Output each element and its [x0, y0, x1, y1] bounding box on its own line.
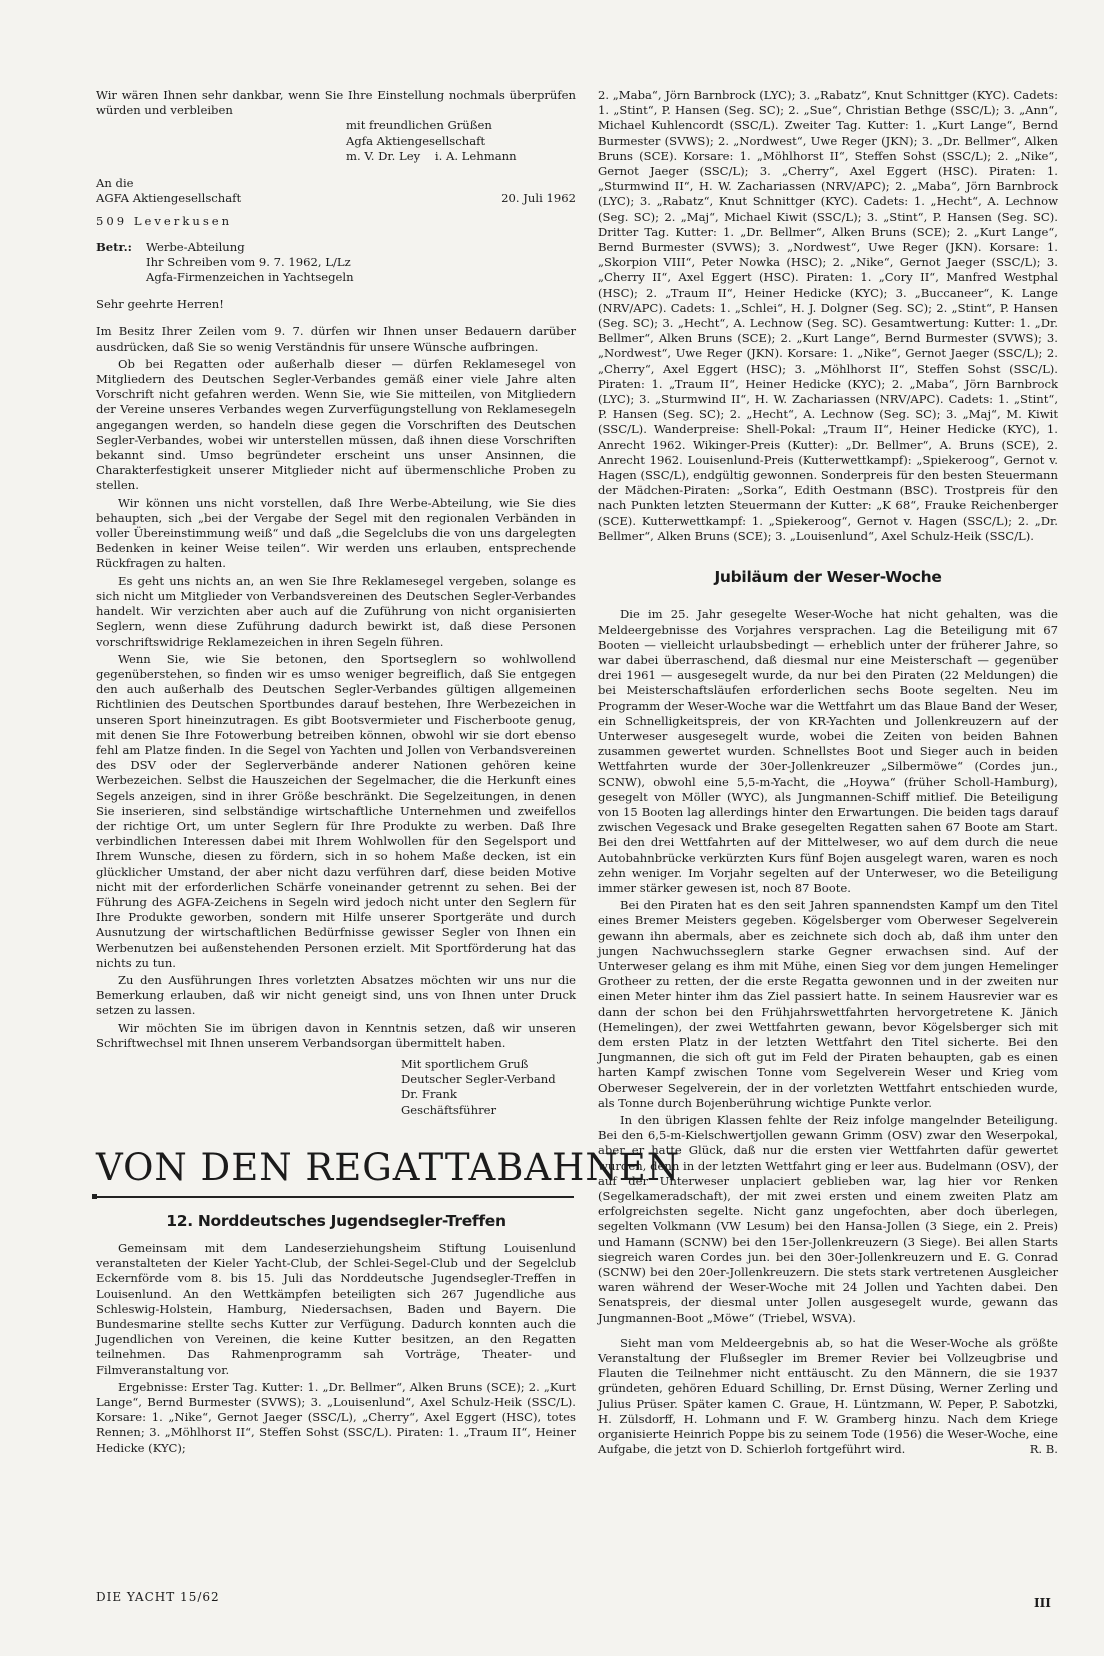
address-line: AGFA Aktiengesellschaft [96, 191, 242, 206]
article2-paragraph: Die im 25. Jahr gesegelte Weser-Woche hat nicht gehalten, was die Meldeergebnisse des Vorjahres versprachen. Lag die Beteiligung mit 67 Booten — vielleicht urlaubsbedingt — erheblich unter der früherer Jahre, so war dabei überraschend, daß diesmal nur eine Meisterschaft — gegenüber drei 1961 — ausgesegelt wurde, da nur bei den Piraten (22 Meldungen) die bei Meisterschaftsläufen erforderlichen sechs Boote segelten. Neu im Programm der Weser-Woche war die Wettfahrt um das Blaue Band der Weser, ein Schnelligkeitspreis, der von KR-Yachten und Jollenkreuzern auf der Unterweser ausgesegelt wurde, wobei die Zeiten von beiden Bahnen zusammen gewertet wurden. Schnellstes Boot und Sieger auch in beiden Wettfahrten wurde der 30er-Jollenkreuzer „Silbermöwe“ (Cordes jun., SCNW), obwohl eine 5,5-m-Yacht, die „Hoywa“ (früher Scholl-Hamburg), gesegelt von Möller (WYC), als Jungmannen-Schiff mitlief. Die Beteiligung von 15 Booten lag allerdings hinter den Erwartungen. Die beiden tags darauf zwischen Vegesack und Brake gesegelten Regatten sahen 67 Boote am Start. Bei den drei Wettfahrten auf der Mittelweser, wo auf dem durch die neue Autobahnbrücke verkürzten Kurs fünf Bojen ausgelegt waren, waren es noch zehn weniger. Im Vorjahr segelten auf der Unterweser, wo die Beteiligung immer stärker gewesen ist, noch 87 Boote. [598, 607, 1058, 895]
subject-line: Werbe-Abteilung [146, 239, 245, 254]
section-title: VON DEN REGATTABAHNEN [96, 1145, 681, 1189]
signature-line: Agfa Aktiengesellschaft [346, 133, 486, 148]
signature-line: Geschäftsführer [401, 1102, 497, 1117]
subject-label: Betr.: [96, 239, 132, 254]
signature-line: m. V. Dr. Ley i. A. Lehmann [346, 148, 517, 163]
magazine-footer: DIE YACHT 15/62 [96, 1590, 220, 1604]
letter-paragraph: Ob bei Regatten oder außerhalb dieser — dürfen Reklamesegel von Mitgliedern des Deutschen Segler-Verbandes gemäß einer viele Jahre alten Vorschrift nicht gefahren werden. Wenn Sie, wie Sie mitteilen, von Mitgliedern der Vereine unseres Verbandes wegen Zurverfügungstellung von Reklamesegeln angegangen werden, so handeln diese gegen die Vorschriften des Deutschen Segler-Verbandes, wobei wir unterstellen müssen, daß ihnen diese Vorschriften bekannt sind. Umso begründeter erscheint uns unser Ansinnen, die Charakterfestigkeit unserer Mitglieder nicht auf übermenschliche Proben zu stellen. [96, 356, 576, 493]
letter-paragraph: Wir können uns nicht vorstellen, daß Ihre Werbe-Abteilung, wie Sie dies behaupten, sich „bei der Vergabe der Segel mit den regionalen Verbänden in voller Übereinstimmung weiß“ und daß „die Segelclubs die von uns dargelegten Bedenken in keiner Weise teilen“. Wir werden uns erlauben, entsprechende Rückfragen zu halten. [96, 495, 576, 571]
letter-paragraph: Zu den Ausführungen Ihres vorletzten Absatzes möchten wir uns nur die Bemerkung erlauben, daß wir nicht geneigt sind, uns von Ihnen unter Druck setzen zu lassen. [96, 972, 576, 1018]
letter2-subject [96, 240, 576, 286]
signature-line: mit freundlichen Grüßen [346, 118, 492, 133]
signature-line: Mit sportlichem Gruß [401, 1056, 529, 1071]
letter1-signature [346, 118, 576, 164]
subject-line: Agfa-Firmenzeichen in Yachtsegeln [146, 270, 354, 285]
letter1-closing: Wir wären Ihnen sehr dankbar, wenn Sie Ihre Einstellung nochmals überprüfen würden und verbleiben [96, 88, 576, 118]
article1-title: 12. Norddeutsches Jugendsegler-Treffen [166, 1211, 506, 1230]
article1-results-continued: 2. „Maba“, Jörn Barnbrock (LYC); 3. „Rabatz“, Knut Schnittger (KYC). Cadets: 1. „Stint“, P. Hansen (Seg. SC); 2. „Sue“, Christian Bethge (SSC/L); 3. „Ann“, Michael Kuhlencordt (SSC/L). Zweiter Tag. Kutter: 1. „Kurt Lange“, Bernd Burmester (SVWS); 2. „Nordwest“, Uwe Reger (JKN); 3. „Dr. Bellmer“, Alken Bruns (SCE). Korsare: 1. „Möhlhorst II“, Steffen Sohst (SSC/L); 2. „Nike“, Gernot Jaeger (SSC/L); 3. „Cherry“, Axel Eggert (HSC). Piraten: 1. „Sturmwind II“, H. W. Zachariassen (NRV/APC); 2. „Maba“, Jörn Barnbrock (LYC); 3. „Rabatz“, Knut Schnittger (KYC). Cadets: 1. „Hecht“, A. Lechnow (Seg. SC); 2. „Maj“, Michael Kiwit (SSC/L); 3. „Stint“, P. Hansen (Seg. SC). Dritter Tag. Kutter: 1. „Dr. Bellmer“, Alken Bruns (SCE); 2. „Kurt Lange“, Bernd Burmester (SVWS); 3. „Nordwest“, Uwe Reger (JKN). Korsare: 1. „Skorpion VIII“, Peter Nowka (HSC); 2. „Nike“, Gernot Jaeger (SSC/L); 3. „Cherry II“, Axel Eggert (HSC). Piraten: 1. „Cory II“, Manfred Westphal (HSC); 2. „Traum II“, Heiner Hedicke (KYC); 3. „Buccaneer“, K. Lange (NRV/APC). Cadets: 1. „Schlei“, H. J. Dolgner (Seg. SC); 2. „Stint“, P. Hansen (Seg. SC); 3. „Hecht“, A. Lechnow (Seg. SC). Gesamtwertung: Kutter: 1. „Dr. Bellmer“, Alken Bruns (SCE); 2. „Kurt Lange“, Bernd Burmester (SVWS); 3. „Nordwest“, Uwe Reger (JKN). Korsare: 1. „Nike“, Gernot Jaeger (SSC/L); 2. „Cherry“, Axel Eggert (HSC); 3. „Möhlhorst II“, Steffen Sohst (SSC/L). Piraten: 1. „Traum II“, Heiner Hedicke (KYC); 2. „Maba“, Jörn Barnbrock (LYC); 3. „Sturmwind II“, H. W. Zachariassen (NRV/APC). Cadets: 1. „Stint“, P. Hansen (Seg. SC); 2. „Hecht“, A. Lechnow (Seg. SC); 3. „Maj“, M. Kiwit (SSC/L). Wanderpreise: Shell-Pokal: „Traum II“, Heiner Hedicke (KYC), 1. Anrecht 1962. Wikinger-Preis (Kutter): „Dr. Bellmer“, A. Bruns (SCE), 2. Anrecht 1962. Louisenlund-Preis (Kutterwettkampf): „Spiekeroog“, Gernot v. Hagen (SSC/L), endgültig gewonnen. Sonderpreis für den besten Steuermann der Mädchen-Piraten: „Sorka“, Edith Oestmann (BSC). Trostpreis für den nach Punkten letzten Steuermann der Kutter: „K 68“, Frauke Reichenberger (SCE). Kutterwettkampf: 1. „Spiekeroog“, Gernot v. Hagen (SSC/L); 2. „Dr. Bellmer“, Alken Bruns (SCE); 3. „Louisenlund“, Axel Schulz-Heik (SSC/L). [598, 88, 1058, 543]
letter-paragraph: Wir möchten Sie im übrigen davon in Kenntnis setzen, daß wir unseren Schriftwechsel mit Ihnen unserem Verbandsorgan übermittelt haben. [96, 1020, 576, 1050]
left-column [96, 88, 681, 1456]
letter-paragraph: Im Besitz Ihrer Zeilen vom 9. 7. dürfen wir Ihnen unser Bedauern darüber ausdrücken, daß Sie so wenig Verständnis für unsere Wünsche aufbringen. [96, 324, 576, 354]
letter-paragraph: Es geht uns nichts an, an wen Sie Ihre Reklamesegel vergeben, solange es sich nicht um Mitglieder von Verbandsvereinen des Deutschen Segler-Verbandes handelt. Wir verzichten aber auch auf die Zuführung von nicht organisierten Seglern, wenn diese Zuführung dadurch bewirkt ist, daß diese Personen vorschriftswidrige Reklamezeichen in ihren Segeln führen. [96, 573, 576, 649]
article2-paragraph: In den übrigen Klassen fehlte der Reiz infolge mangelnder Beteiligung. Bei den 6,5-m-Kielschwertjollen gewann Grimm (OSV) zwar den Weserpokal, aber er hatte Glück, daß nur die ersten vier Wettfahrten dafür gewertet wurden, denn in der letzten Wettfahrt ging er leer aus. Budelmann (OSV), der auf der Unterweser unplaciert geblieben war, lag hier vor Renken (Segelkameradschaft), der mit zwei ersten und einem zweiten Platz am erfolgreichsten segelte. Nicht ganz ungefochten, aber doch überlegen, segelten Volkmann (VW Lesum) bei den Hansa-Jollen (3 Siege, ein 2. Preis) und Hamann (SCNW) bei den 15er-Jollenkreuzern (3 Siege). Bei allen Starts siegreich waren Cordes jun. bei den 30er-Jollenkreuzern und E. G. Conrad (SCNW) bei den 20er-Jollenkreuzern. Die stets stark vertretenen Ausgleicher waren während der Weser-Woche mit 24 Jollen und Yachten dabei. Den Senatspreis, der diesmal unter Jollen ausgesegelt wurde, gewann das Jungmannen-Boot „Möwe“ (Triebel, WSVA). [598, 1113, 1058, 1325]
signature-line: Deutscher Segler-Verband [401, 1072, 556, 1087]
page-number: III [1034, 1596, 1051, 1610]
signature-line: Dr. Frank [401, 1087, 457, 1102]
address-city: 509 Leverkusen [96, 214, 233, 229]
right-column [598, 88, 1058, 1458]
article2-title: Jubiläum der Weser-Woche [714, 568, 942, 587]
article2-paragraph: Bei den Piraten hat es den seit Jahren spannendsten Kampf um den Titel eines Bremer Meisters gegeben. Kögelsberger vom Oberweser Segelverein gewann ihn abermals, aber es zeichnete sich doch ab, daß ihm unter den jungen Nachwuchsseglern starke Gegner erwachsen sind. Auf der Unterweser gelang es ihm mit Mühe, einen Sieg vor dem jungen Hemelinger Grotheer zu retten, der die erste Regatta gewonnen und in der zweiten nur einen Meter hinter ihm das Ziel passiert hatte. In seinem Hausrevier war es dann der schon bei den Frühjahrswettfahrten hervorgetretene K. Jänich (Hemelingen), der zwei Wettfahrten gewann, bevor Kögelsberger sich mit dem ersten Platz in der letzten Wettfahrt den Titel sicherte. Bei den Jungmannen, die sich oft gut im Feld der Piraten behaupten, gab es einen harten Kampf zwischen Tonne vom Segelverein Weser und Krieg vom Oberweser Segelverein, der in der vorletzten Wettfahrt entschieden wurde, als Tonne durch Bojenberührung wichtige Punkte verlor. [598, 898, 1058, 1110]
article1-intro: Gemeinsam mit dem Landeserziehungsheim Stiftung Louisenlund veranstalteten der Kieler Yacht-Club, der Schlei-Segel-Club und der Segelclub Eckernförde vom 8. bis 15. Juli das Norddeutsche Jugendsegler-Treffen in Louisenlund. An den Wettkämpfen beteiligten sich 267 Jugendliche aus Schleswig-Holstein, Hamburg, Niedersachsen, Baden und Bayern. Die Bundesmarine stellte sechs Kutter zur Verfügung. Dadurch konnten auch die Jugendlichen von Vereinen, die keine Kutter besitzen, an den Regatten teilnehmen. Das Rahmenprogramm sah Vorträge, Theater- und Filmveranstaltung vor. [96, 1241, 576, 1377]
letter2-signature [401, 1057, 576, 1118]
letter-paragraph: Wenn Sie, wie Sie betonen, den Sportseglern so wohlwollend gegenüberstehen, so finden wir es umso weniger begreiflich, daß Sie entgegen den auch außerhalb des Deutschen Segler-Verbandes gültigen allgemeinen Richtlinien des Deutschen Sportbundes darauf bestehen, Ihre Werbezeichen in unseren Sport hineinzutragen. Es gibt Bootsvermieter und Fischerboote genug, mit denen Sie Ihre Fotowerbung betreiben können, obwohl wir sie dort ebenso fehl am Platze finden. In die Segel von Yachten und Jollen von Verbandsvereinen des DSV oder der Seglerverbände anderer Nationen gehören keine Werbezeichen. Selbst die Hauszeichen der Segelmacher, die die Herkunft eines Segels anzeigen, sind in ihrer Größe beschränkt. Die Segelzeitungen, in denen Sie inserieren, sind selbständige wirtschaftliche Unternehmen und zweifellos der richtige Ort, um unter Seglern für Ihre Produkte zu werben. Daß Ihre verbindlichen Interessen dabei mit Ihrem Wohlwollen für den Segelsport und Ihrem Wunsche, diesen zu fördern, sich in so hohem Maße decken, ist ein glücklicher Umstand, der aber nicht dazu verführen darf, diese beiden Motive nicht mit der erforderlichen Schärfe voneinander getrennt zu sehen. Bei der Führung des AGFA-Zeichens in Segeln wird jedoch nicht unter den Seglern für Ihre Produkte geworben, sondern mit Hilfe unserer Sportgeräte und durch Ausnutzung der wirtschaftlichen Bedürfnisse gewisser Segler von Ihnen ein Werbenutzen bei außenstehenden Personen erzielt. Mit Sportförderung hat das nichts zu tun. [96, 651, 576, 970]
article2-author: R. B. [1029, 1442, 1058, 1457]
article2-paragraph: Sieht man vom Meldeergebnis ab, so hat die Weser-Woche als größte Veranstaltung der Flußsegler im Bremer Revier bei Vollzeugbrise und Flauten die Teilnehmer nicht enttäuscht. Zu den Männern, die sie 1937 gründeten, gehören Eduard Schilling, Dr. Ernst Düsing, Werner Zerling und Julius Prüser. Später kamen C. Graue, H. Lüntzmann, W. Peper, P. Sabotzki, H. Zülsdorff, H. Lohmann und F. W. Gramberg hinzu. Nach dem Kriege organisierte Heinrich Poppe bis zu seinem Tode (1956) die Weser-Woche, eine Aufgabe, die jetzt von D. Schierloh fortgeführt wird. [598, 1335, 1058, 1457]
subject-line: Ihr Schreiben vom 9. 7. 1962, L/Lz [146, 254, 351, 269]
section-rule [96, 1196, 574, 1198]
salutation: Sehr geehrte Herren! [96, 297, 224, 312]
address-line: An die [96, 176, 134, 191]
article1-results: Ergebnisse: Erster Tag. Kutter: 1. „Dr. Bellmer“, Alken Bruns (SCE); 2. „Kurt Lange“, Bernd Burmester (SVWS); 3. „Louisenlund“, Axel Schulz-Heik (SSC/L). Korsare: 1. „Nike“, Gernot Jaeger (SSC/L), „Cherry“, Axel Eggert (HSC), totes Rennen; 3. „Möhlhorst II“, Steffen Sohst (SSC/L). Piraten: 1. „Traum II“, Heiner Hedicke (KYC); [96, 1379, 576, 1455]
letter2-address [96, 176, 576, 230]
letter-date: 20. Juli 1962 [501, 191, 576, 206]
